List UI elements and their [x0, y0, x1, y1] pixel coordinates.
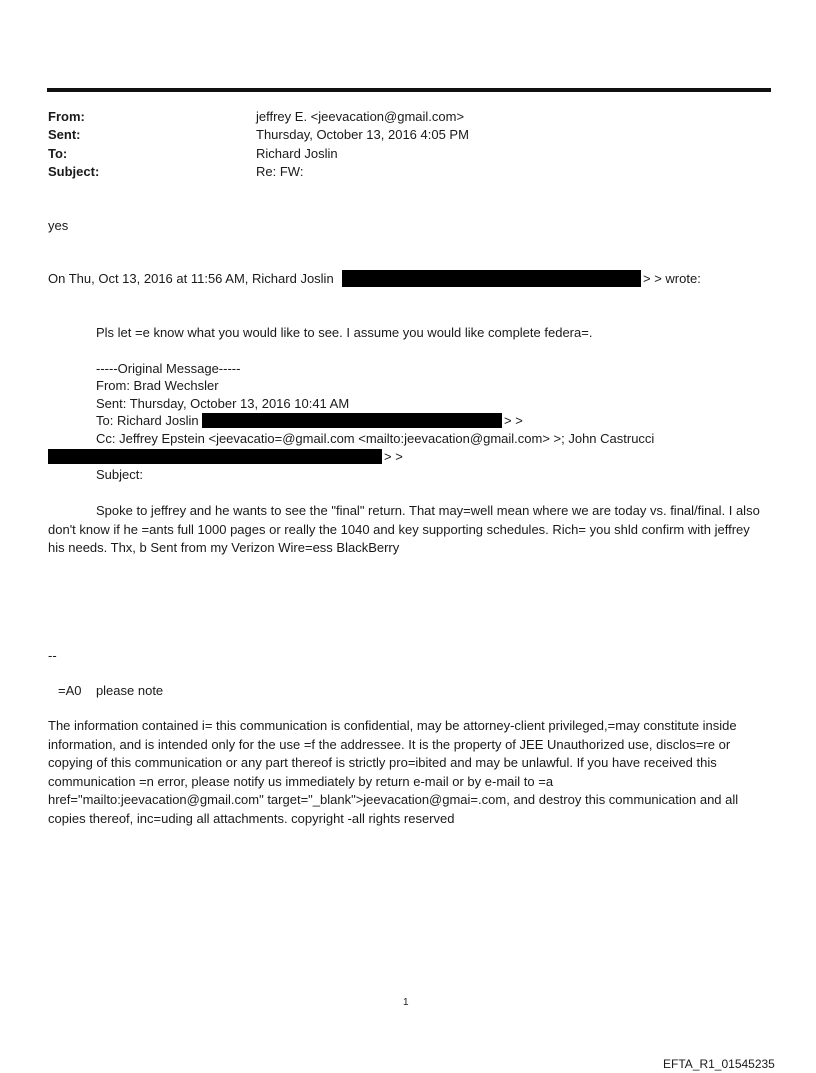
- subject-label: Subject:: [48, 164, 100, 179]
- redaction-bar: [342, 270, 641, 287]
- reply-text: yes: [48, 218, 69, 233]
- please-note: =A0 please note: [58, 683, 164, 698]
- original-paragraph: Spoke to jeffrey and he wants to see the "final" return. That may=well mean where we are today vs. final/final. I also don't know if he =ants full 1000 pages or really the 1040 and key supporting schedules. Rich= you shld confirm with jeffrey his needs. Thx, b Sent from my Verizon Wire=ess BlackBerry: [48, 503, 760, 555]
- redaction-bar: [48, 449, 382, 464]
- from-label: From:: [48, 109, 85, 124]
- original-to: To: Richard Joslin: [96, 413, 199, 428]
- quote-intro-suffix: > > wrote:: [643, 271, 701, 286]
- quoted-line: Pls let =e know what you would like to see. I assume you would like complete federa=.: [96, 325, 593, 340]
- original-divider: -----Original Message-----: [96, 361, 241, 376]
- original-from: From: Brad Wechsler: [96, 378, 219, 393]
- original-cc-suffix: > >: [384, 449, 403, 464]
- from-value: jeffrey E. <jeevacation@gmail.com>: [256, 109, 465, 124]
- to-value: Richard Joslin: [256, 146, 338, 161]
- original-subject: Subject:: [96, 467, 143, 482]
- redaction-bar: [202, 413, 502, 428]
- sent-label: Sent:: [48, 127, 81, 142]
- original-cc: Cc: Jeffrey Epstein <jeevacatio=@gmail.com <mailto:jeevacation@gmail.com> >; John Castrucci: [96, 431, 655, 446]
- header-rule: [47, 88, 771, 92]
- signature-dash: --: [48, 648, 57, 663]
- quote-intro: On Thu, Oct 13, 2016 at 11:56 AM, Richard Joslin: [48, 271, 334, 286]
- disclaimer: The information contained i= this communication is confidential, may be attorney-client privileged,=may constitute inside information, and is intended only for the use =f the addressee. It is the property of JEE Unauthorized use, disclos=re or copying of this communication or any part thereof is strictly pro=ibited and may be unlawful. If you have received this communication =n error, please notify us immediately by return e-mail or by e-mail to =a href="mailto:jeevacation@gmail.com" target="_blank">jeevacation@gmai=.com, and destroy this communication and all copies thereof, inc=uding all attachments. copyright -all rights reserved: [48, 718, 739, 826]
- page-number: 1: [403, 997, 409, 1008]
- original-to-suffix: > >: [504, 413, 523, 428]
- subject-value: Re: FW:: [256, 164, 304, 179]
- document-id: EFTA_R1_01545235: [663, 1057, 775, 1071]
- to-label: To:: [48, 146, 68, 161]
- sent-value: Thursday, October 13, 2016 4:05 PM: [256, 127, 469, 142]
- original-sent: Sent: Thursday, October 13, 2016 10:41 AM: [96, 396, 350, 411]
